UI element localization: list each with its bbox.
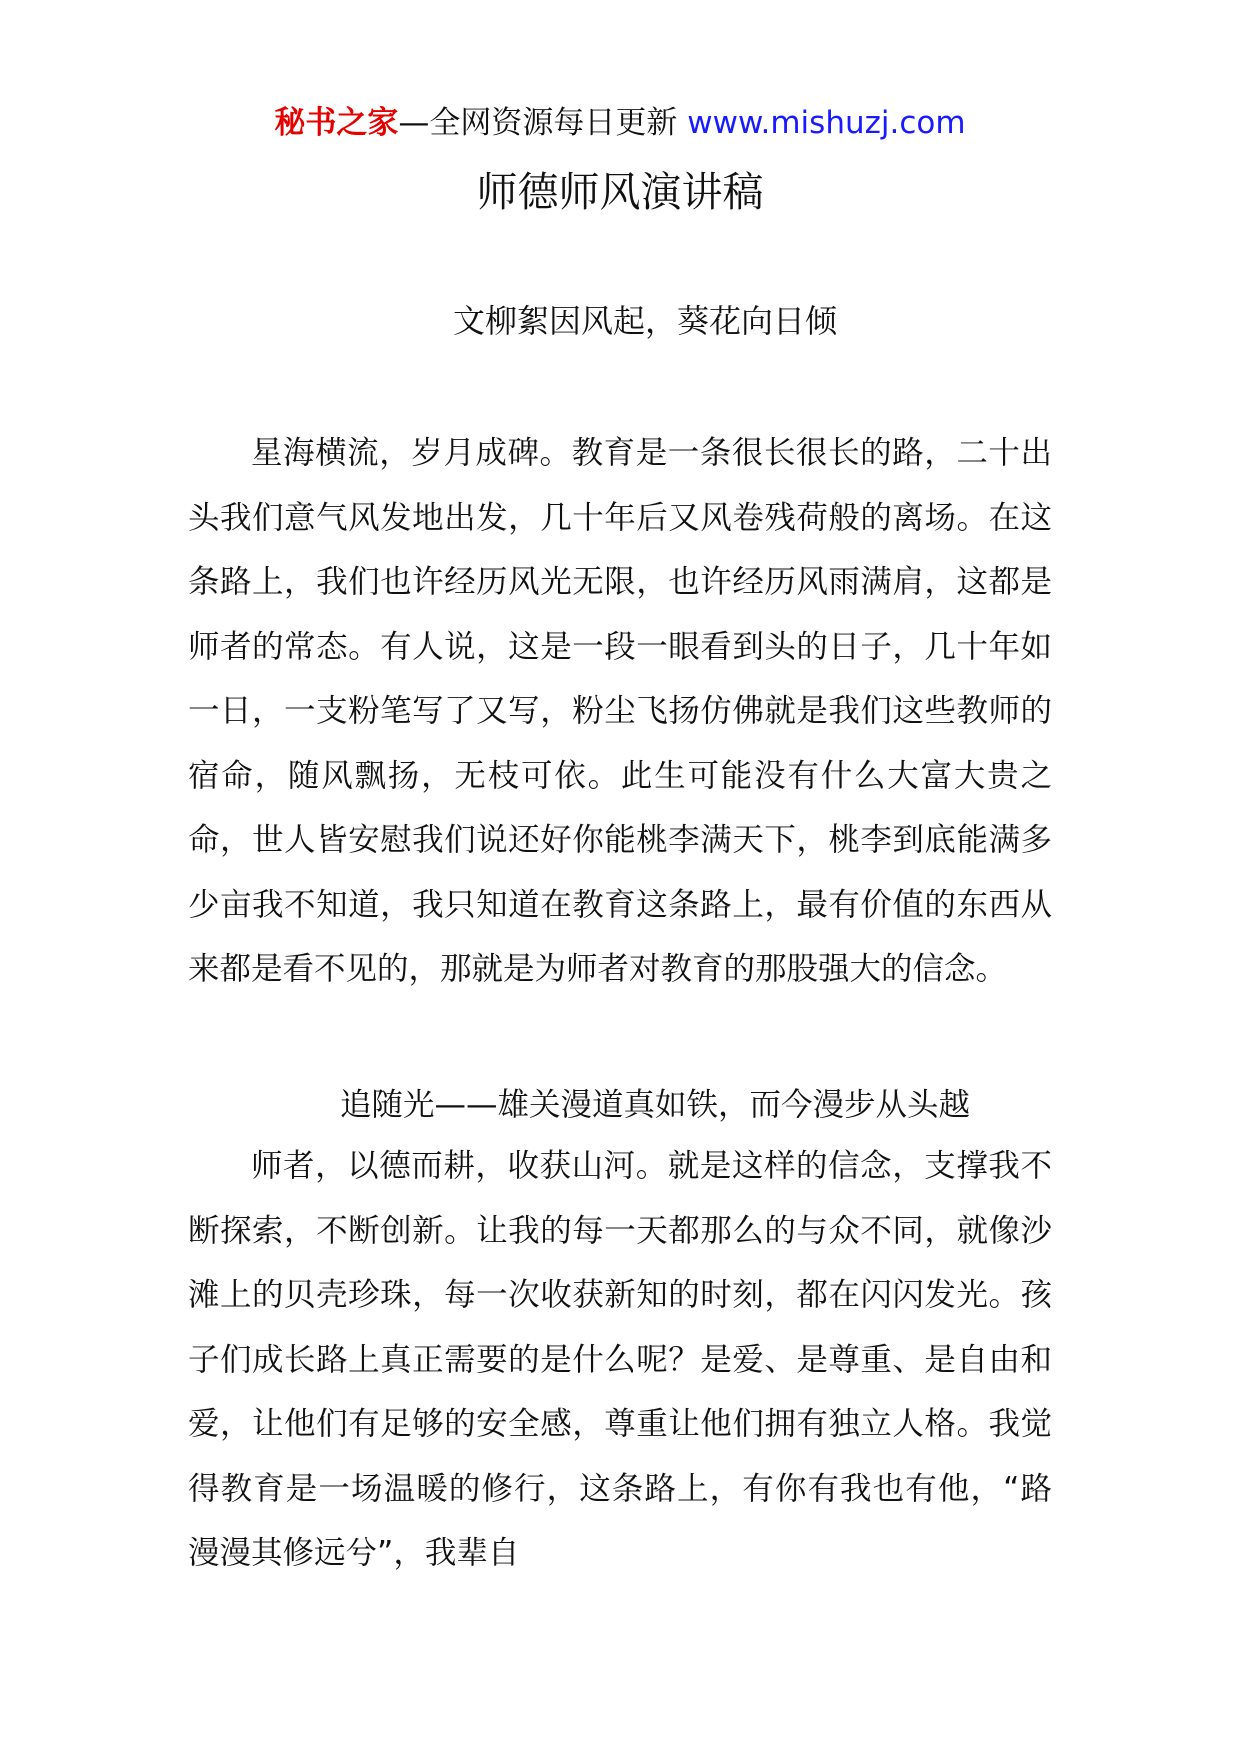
site-url-link[interactable]: www.mishuzj.com: [687, 105, 966, 141]
site-header: [0, 100, 1240, 146]
brand-name: 秘书之家: [274, 105, 399, 141]
header-tagline: —全网资源每日更新: [398, 105, 688, 141]
body-paragraph-1: 星海横流，岁月成碑。教育是一条很长很长的路，二十出头我们意气风发地出发，几十年后又风卷残荷般的离场。在这条路上，我们也许经历风光无限，也许经历风雨满肩，这都是师者的常态。有人说，这是一段一眼看到头的日子，几十年如一日，一支粉笔写了又写，粉尘飞扬仿佛就是我们这些教师的宿命，随风飘扬，无枝可依。此生可能没有什么大富大贵之命，世人皆安慰我们说还好你能桃李满天下，桃李到底能满多少亩我不知道，我只知道在教育这条路上，最有价值的东西从来都是看不见的，那就是为师者对教育的那股强大的信念。: [188, 435, 1052, 987]
section-heading: 追随光——雄关漫道真如铁，而今漫步从头越: [339, 1087, 970, 1123]
body-paragraph-2: 师者，以德而耕，收获山河。就是这样的信念，支撑我不断探索，不断创新。让我的每一天都那么的与众不同，就像沙滩上的贝壳珍珠，每一次收获新知的时刻，都在闪闪发光。孩子们成长路上真正需要的是什么呢？是爱、是尊重、是自由和爱，让他们有足够的安全感，尊重让他们拥有独立人格。我觉得教育是一场温暖的修行，这条路上，有你有我也有他，“路漫漫其修远兮”，我辈自: [188, 1148, 1052, 1571]
document-title: 师德师风演讲稿: [476, 168, 764, 216]
document-subtitle: 文柳絮因风起，葵花向日倾: [452, 302, 837, 340]
